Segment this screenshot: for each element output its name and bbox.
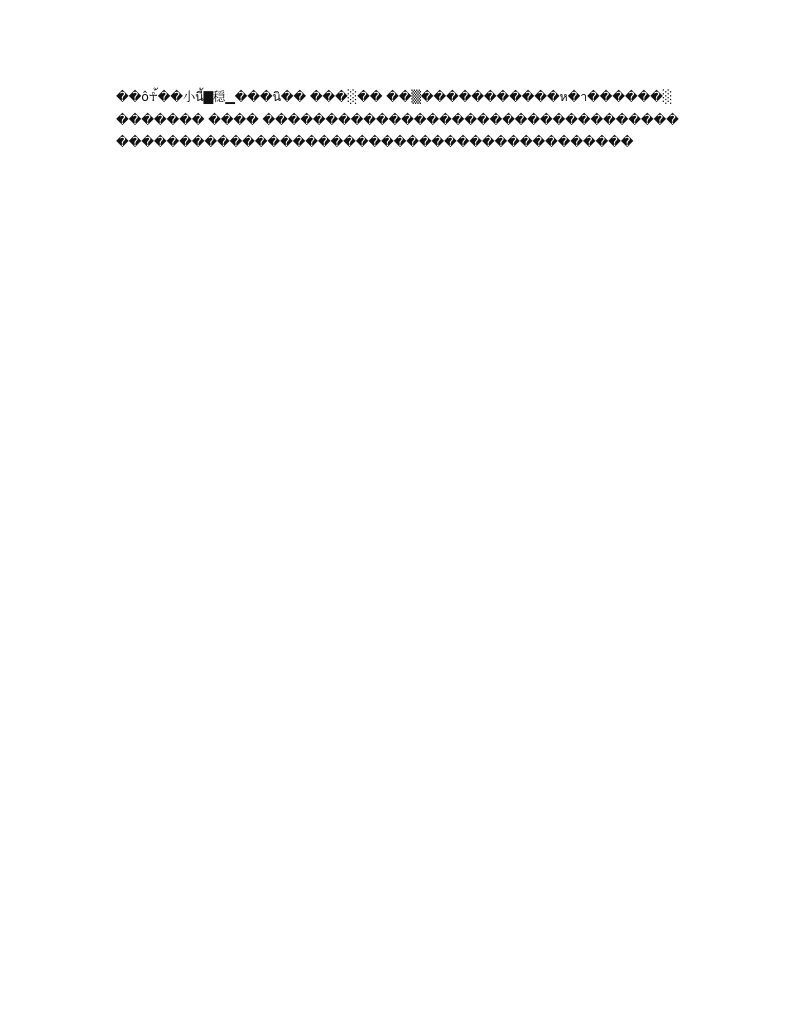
- garbled-body-text: ��ô☥้��小นี้▇穏▁���นิ�� ���░�� ��▒�����������ห�า������░������� ���� ��������������������������������������������������������������������������: [116, 89, 679, 150]
